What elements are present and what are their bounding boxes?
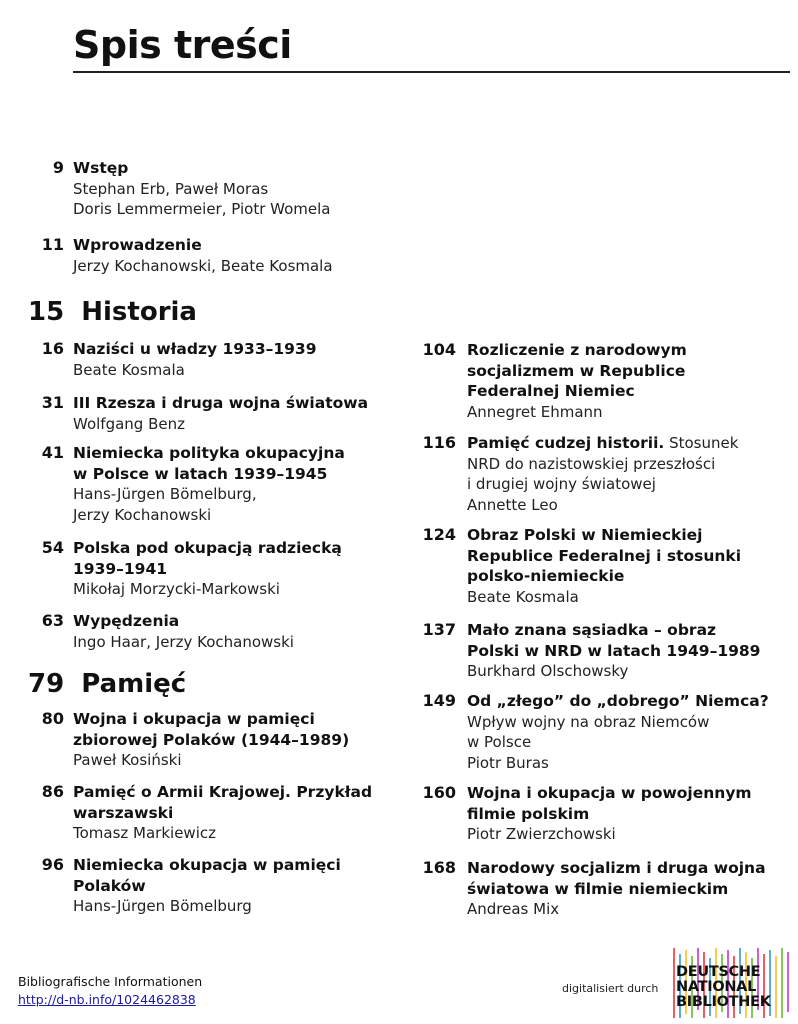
page-number: 11 <box>41 235 64 254</box>
section-page-number: 15 <box>28 297 65 327</box>
entry-title: Niemiecka okupacja w pamięci <box>73 856 341 874</box>
entry-author: Paweł Kosiński <box>73 751 182 769</box>
page-number: 168 <box>422 858 456 877</box>
page-number: 149 <box>422 691 456 710</box>
entry-author: Andreas Mix <box>467 900 560 918</box>
page-number: 86 <box>41 782 64 801</box>
entry-title: Wojna i okupacja w powojennym <box>467 784 752 802</box>
entry-subtitle: NRD do nazistowskiej przeszłości <box>467 454 716 473</box>
entry-title-suffix: Stosunek <box>664 434 739 452</box>
toc-entry[interactable] <box>400 525 795 620</box>
entry-author: Hans-Jürgen Bömelburg, <box>73 485 257 503</box>
entry-author: Beate Kosmala <box>73 360 185 379</box>
entry-title: Wprowadzenie <box>73 236 202 254</box>
toc-entry[interactable] <box>0 855 390 928</box>
section-title: Pamięć <box>81 669 187 699</box>
section-page-number: 79 <box>28 669 65 699</box>
entry-author: Wolfgang Benz <box>73 414 185 433</box>
bibliographic-link[interactable]: http://d-nb.info/1024462838 <box>18 992 196 1007</box>
dnb-logo-line: BIBLIOTHEK <box>676 994 771 1010</box>
toc-entry[interactable] <box>0 339 390 393</box>
bibliographic-label: Bibliografische Informationen <box>18 974 203 989</box>
page-number: 104 <box>422 340 456 359</box>
page-number: 9 <box>52 158 64 177</box>
entry-title: III Rzesza i druga wojna światowa <box>73 394 369 412</box>
entry-author: Jerzy Kochanowski, Beate Kosmala <box>73 256 333 275</box>
entry-title: Mało znana sąsiadka – obraz <box>467 621 717 639</box>
toc-entry[interactable] <box>0 158 390 235</box>
entry-title: Federalnej Niemiec <box>467 382 635 400</box>
intro-list <box>0 158 390 295</box>
entry-title: Wojna i okupacja w pamięci <box>73 710 315 728</box>
entry-title: zbiorowej Polaków (1944–1989) <box>73 730 350 749</box>
dnb-logo-line: DEUTSCHE <box>676 964 761 980</box>
toc-entry[interactable] <box>0 538 390 611</box>
bibliographic-info <box>18 973 202 1009</box>
entry-author: Ingo Haar, Jerzy Kochanowski <box>73 632 294 651</box>
entry-title: Wstęp <box>73 159 129 177</box>
toc-entry[interactable] <box>400 620 795 691</box>
page-title: Spis treści <box>73 23 292 67</box>
entry-title: w Polsce w latach 1939–1945 <box>73 464 328 483</box>
section-heading-pamiec <box>28 669 186 699</box>
toc-entry[interactable] <box>0 443 390 538</box>
entry-title: filmie polskim <box>467 804 590 823</box>
entry-author: Beate Kosmala <box>467 587 579 606</box>
entry-author: Piotr Buras <box>467 753 549 772</box>
entry-title: 1939–1941 <box>73 559 168 578</box>
entry-author: Stephan Erb, Paweł Moras <box>73 179 269 198</box>
page-number: 160 <box>422 783 456 802</box>
toc-entry[interactable] <box>0 709 390 782</box>
entry-title: Narodowy socjalizm i druga wojna <box>467 859 766 877</box>
entry-author: Burkhard Olschowsky <box>467 662 629 680</box>
page-number: 31 <box>41 393 64 412</box>
entry-title: Pamięć o Armii Krajowej. Przykład <box>73 783 373 801</box>
entry-title: warszawski <box>73 803 174 822</box>
toc-entry[interactable] <box>400 858 795 928</box>
title-rule <box>73 71 790 73</box>
entry-title: światowa w filmie niemieckim <box>467 879 729 898</box>
toc-entry[interactable] <box>0 235 390 295</box>
entry-author: Annegret Ehmann <box>467 402 603 421</box>
pamiec-list <box>0 709 390 928</box>
page-number: 137 <box>422 620 456 639</box>
dnb-logo-line: NATIONAL <box>676 979 757 995</box>
toc-entry[interactable] <box>400 433 795 525</box>
entry-author: Tomasz Markiewicz <box>73 824 216 842</box>
entry-author: Piotr Zwierzchowski <box>467 825 616 843</box>
entry-subtitle: i drugiej wojny światowej <box>467 475 656 493</box>
entry-title: Niemiecka polityka okupacyjna <box>73 444 345 462</box>
entry-title: Naziści u władzy 1933–1939 <box>73 340 317 358</box>
entry-author: Mikołaj Morzycki-Markowski <box>73 580 280 598</box>
entry-author: Hans-Jürgen Bömelburg <box>73 897 252 915</box>
toc-entry[interactable] <box>400 691 795 783</box>
page-number: 63 <box>41 611 64 630</box>
toc-entry[interactable] <box>400 783 795 858</box>
entry-title: Obraz Polski w Niemieckiej <box>467 526 703 544</box>
entry-title: polsko-niemieckie <box>467 567 625 585</box>
entry-title: socjalizmem w Republice <box>467 361 686 380</box>
page-number: 116 <box>422 433 456 452</box>
historia-list <box>0 339 390 661</box>
page-number: 96 <box>41 855 64 874</box>
right-column-list <box>400 340 795 928</box>
entry-title: Rozliczenie z narodowym <box>467 341 687 359</box>
toc-entry[interactable] <box>0 611 390 661</box>
entry-title: Polski w NRD w latach 1949–1989 <box>467 641 761 660</box>
entry-title: Wypędzenia <box>73 612 180 630</box>
entry-subtitle: w Polsce <box>467 733 532 751</box>
entry-title: Pamięć cudzej historii. <box>467 434 665 452</box>
entry-author: Doris Lemmermeier, Piotr Womela <box>73 200 331 218</box>
entry-title: Od „złego” do „dobrego” Niemca? <box>467 692 769 710</box>
page-number: 16 <box>41 339 64 358</box>
entry-subtitle: Wpływ wojny na obraz Niemców <box>467 712 710 731</box>
dnb-logo-text <box>676 965 771 1010</box>
entry-title: Polaków <box>73 876 146 895</box>
digitized-by-label: digitalisiert durch <box>562 982 659 995</box>
section-title: Historia <box>81 297 197 327</box>
entry-author: Annette Leo <box>467 495 558 514</box>
page-number: 124 <box>422 525 456 544</box>
page-number: 54 <box>41 538 64 557</box>
section-heading-historia <box>28 297 197 327</box>
entry-title: Polska pod okupacją radziecką <box>73 539 342 557</box>
toc-entry[interactable] <box>400 340 795 433</box>
entry-author: Jerzy Kochanowski <box>73 505 212 524</box>
page-number: 80 <box>41 709 64 728</box>
toc-entry[interactable] <box>0 782 390 855</box>
page-number: 41 <box>41 443 64 462</box>
toc-entry[interactable] <box>0 393 390 443</box>
entry-title: Republice Federalnej i stosunki <box>467 546 742 565</box>
